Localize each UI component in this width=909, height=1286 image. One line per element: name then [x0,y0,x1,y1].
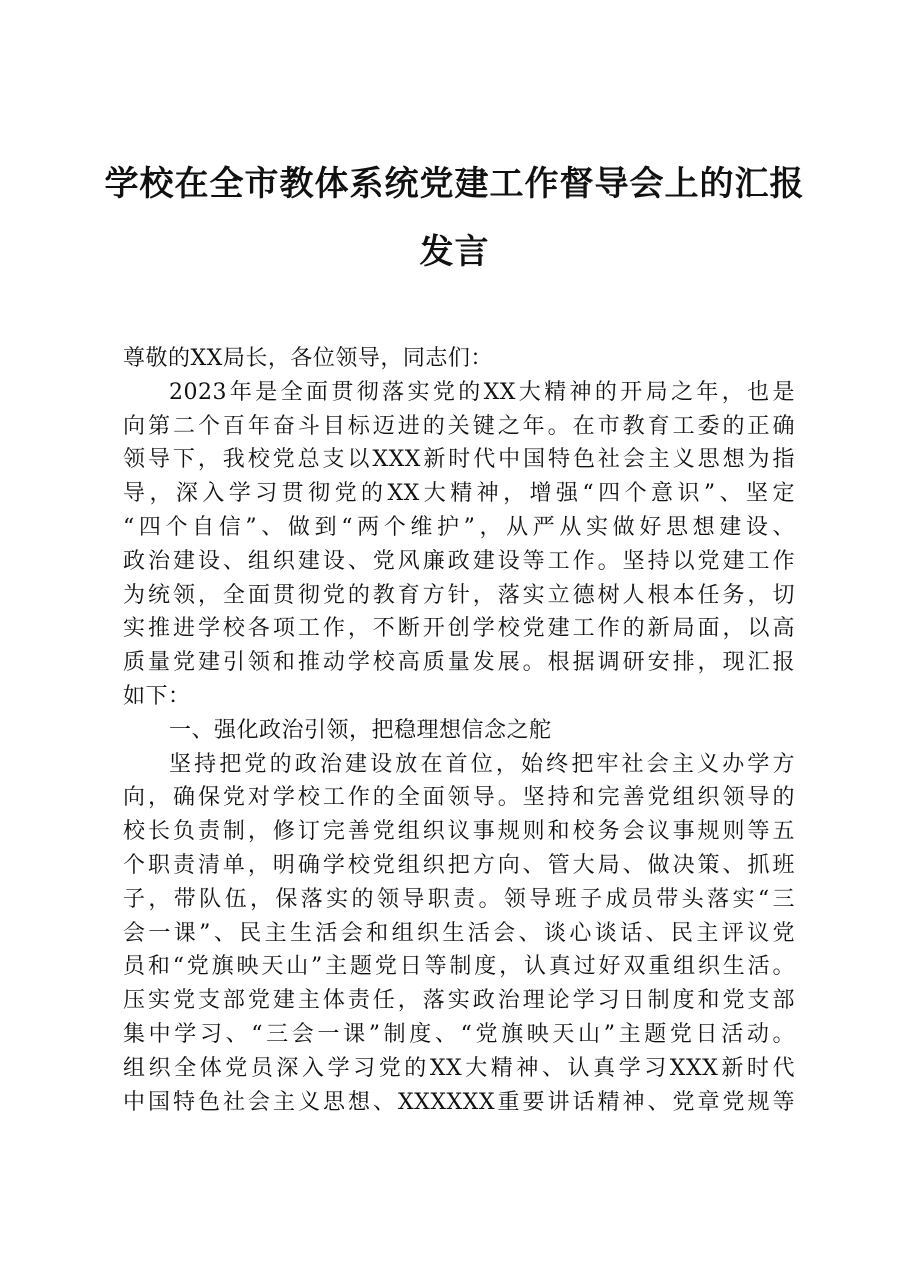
body-line: 一、强化政治引领，把稳理想信念之舵 [169,717,552,743]
document-title-line-1: 学校在全市教体系统党建工作督导会上的汇报 [104,164,805,204]
body-line: 2023年是全面贯彻落实党的XX大精神的开局之年，也是 [169,379,795,405]
body-line: 向，确保党对学校工作的全面领导。坚持和完善党组织领导的 [123,785,795,811]
body-line: 向第二个百年奋斗目标迈进的关键之年。在市教育工委的正确 [123,413,795,439]
body-line: 校长负责制，修订完善党组织议事规则和校务会议事规则等五 [123,819,795,845]
body-line: 中国特色社会主义思想、XXXXXX重要讲话精神、党章党规等 [123,1089,795,1115]
body-line: “四个自信”、做到“两个维护”，从严从实做好思想建设、 [123,514,795,540]
document-title-line-2: 发言 [419,232,490,272]
body-line: 政治建设、组织建设、党风廉政建设等工作。坚持以党建工作 [123,548,795,574]
body-line: 领导下，我校党总支以XXX新时代中国特色社会主义思想为指 [123,447,795,473]
body-line: 实推进学校各项工作，不断开创学校党建工作的新局面，以高 [123,616,795,642]
document-body [123,342,795,1119]
body-line: 子，带队伍，保落实的领导职责。领导班子成员带头落实“三 [123,886,795,912]
body-line: 集中学习、“三会一课”制度、“党旗映天山”主题党日活动。 [123,1021,795,1047]
body-line: 如下： [123,683,191,709]
body-line: 个职责清单，明确学校党组织把方向、管大局、做决策、抓班 [123,852,795,878]
body-line: 导，深入学习贯彻党的XX大精神，增强“四个意识”、坚定 [123,481,795,507]
body-line: 质量党建引领和推动学校高质量发展。根据调研安排，现汇报 [123,650,795,676]
body-line: 坚持把党的政治建设放在首位，始终把牢社会主义办学方 [169,751,795,777]
body-line: 为统领，全面贯彻党的教育方针，落实立德树人根本任务，切 [123,582,795,608]
body-line: 组织全体党员深入学习党的XX大精神、认真学习XXX新时代 [123,1055,795,1081]
body-line: 压实党支部党建主体责任，落实政治理论学习日制度和党支部 [123,988,795,1014]
body-line: 员和“党旗映天山”主题党日等制度，认真过好双重组织生活。 [123,954,795,980]
body-line: 会一课”、民主生活会和组织生活会、谈心谈话、民主评议党 [123,920,795,946]
body-line: 尊敬的XX局长，各位领导，同志们： [123,346,493,371]
